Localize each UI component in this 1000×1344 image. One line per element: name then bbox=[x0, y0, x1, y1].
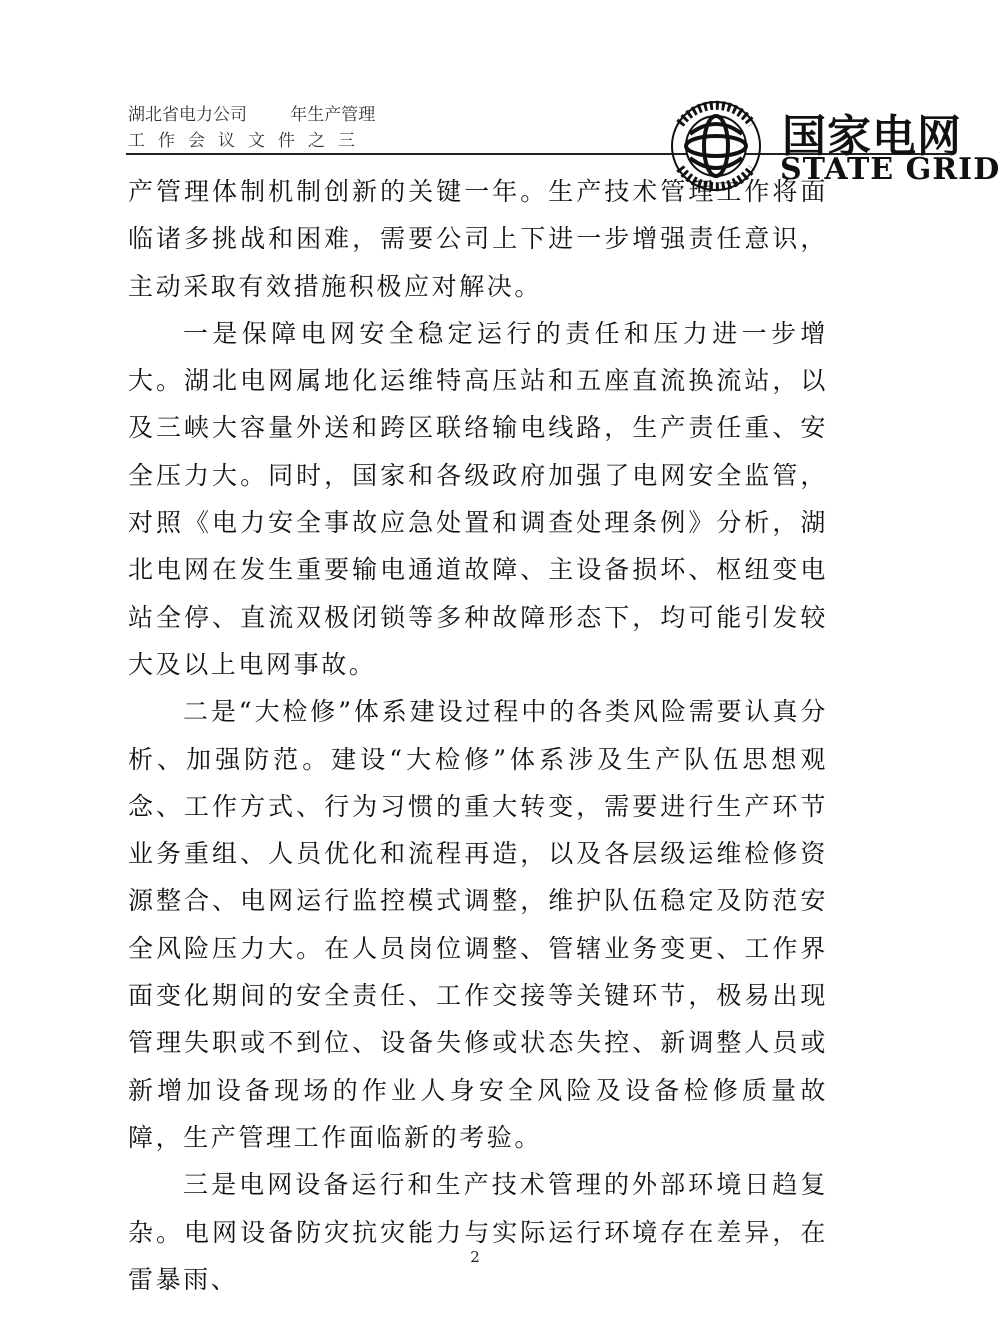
page-number: 2 bbox=[470, 1248, 480, 1266]
paragraph: 二是“大检修”体系建设过程中的各类风险需要认真分析、加强防范。建设“大检修”体系涉及生产队伍思想观念、工作方式、行为习惯的重大转变，需要进行生产环节业务重组、人员优化和流程再造，以及各层级运维检修资源整合、电网运行监控模式调整，维护队伍稳定及防范安全风险压力大。在人员岗位调整、管辖业务变更、工作界面变化期间的安全责任、工作交接等关键环节，极易出现管理失职或不到位、设备失修或状态失控、新调整人员或新增加设备现场的作业人身安全风险及设备检修质量故障，生产管理工作面临新的考验。 bbox=[128, 697, 828, 1152]
logo-chinese-name: 国家电网 bbox=[782, 111, 962, 162]
header-title: 湖北省电力公司 年生产管理 bbox=[128, 105, 376, 125]
logo-english-name: STATE GRID bbox=[780, 152, 1000, 187]
paragraph: 三是电网设备运行和生产技术管理的外部环境日趋复杂。电网设备防灾抗灾能力与实际运行环境存在差异，在雷暴雨、 bbox=[128, 1170, 828, 1294]
header-subtitle: 工作会议文件之三 bbox=[128, 131, 368, 151]
document-body bbox=[128, 168, 828, 1303]
paragraph: 一是保障电网安全稳定运行的责任和压力进一步增大。湖北电网属地化运维特高压站和五座直流换流站，以及三峡大容量外送和跨区联络输电线路，生产责任重、安全压力大。同时，国家和各级政府加强了电网安全监管，对照《电力安全事故应急处置和调查处理条例》分析，湖北电网在发生重要输电通道故障、主设备损坏、枢纽变电站全停、直流双极闭锁等多种故障形态下，均可能引发较大及以上电网事故。 bbox=[128, 318, 828, 679]
paragraph: 产管理体制机制创新的关键一年。生产技术管理工作将面临诸多挑战和困难，需要公司上下进一步增强责任意识，主动采取有效措施积极应对解决。 bbox=[128, 177, 828, 301]
